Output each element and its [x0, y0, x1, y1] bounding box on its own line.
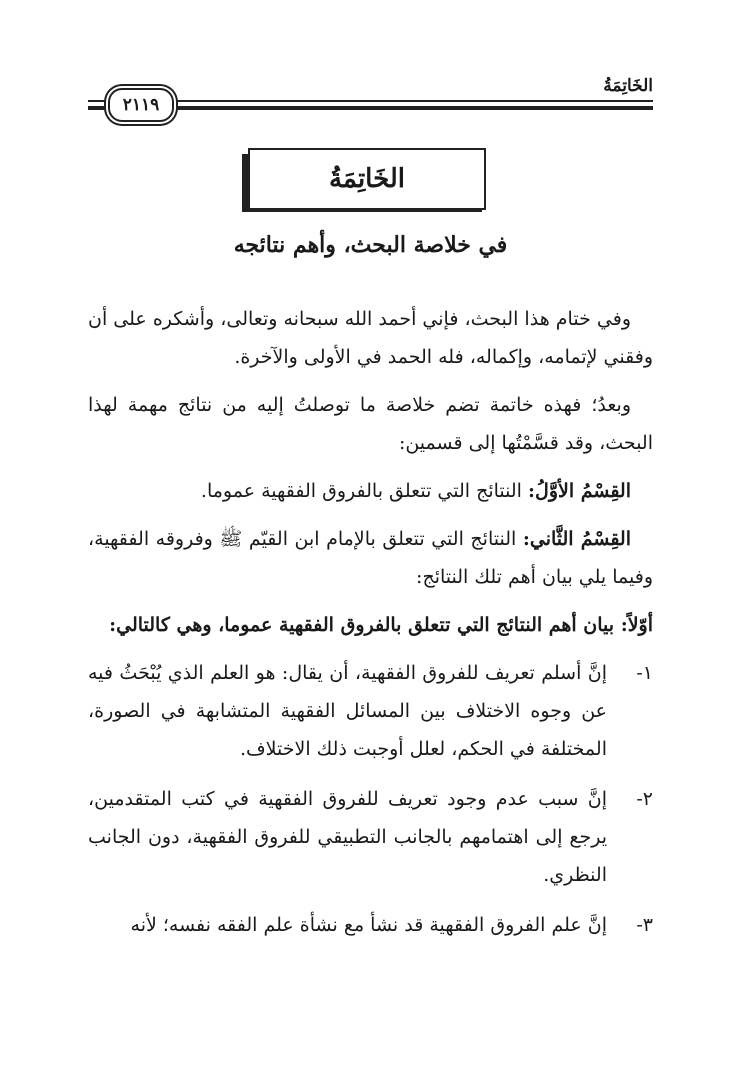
section-two — [88, 520, 653, 596]
section-label: القِسْمُ الأوَّلُ: — [528, 480, 631, 502]
paragraph: وبعدُ؛ فهذه خاتمة تضم خلاصة ما توصلتُ إليه من نتائج مهمة لهذا البحث، وقد قسَّمْتُها إلى قسمين: — [88, 394, 653, 454]
section-text: النتائج التي تتعلق بالإمام ابن القيّم ﷺ وفروقه الفقهية، وفيما يلي بيان أهم تلك النتائج: — [88, 528, 653, 588]
first-heading-label: أوّلاً: — [620, 614, 653, 636]
list-item — [88, 780, 653, 894]
page-number: ٢١١٩ — [108, 88, 174, 122]
list-number: ١- — [636, 662, 653, 684]
paragraph: وفي ختام هذا البحث، فإني أحمد الله سبحانه وتعالى، وأشكره على أن وفقني لإتمامه، وإكماله، فله الحمد في الأولى والآخرة. — [88, 308, 653, 368]
chapter-title-box — [248, 148, 486, 210]
chapter-subtitle: في خلاصة البحث، وأهم نتائجه — [233, 232, 508, 258]
list-item — [88, 906, 653, 944]
list-item — [88, 654, 653, 768]
section-label: القِسْمُ الثَّاني: — [522, 528, 631, 550]
first-heading — [88, 606, 653, 644]
list-text: إنَّ سبب عدم وجود تعريف للفروق الفقهية في كتب المتقدمين، يرجع إلى اهتمامهم بالجانب التطبيقي للفروق الفقهية، دون الجانب النظري. — [88, 788, 607, 886]
list-text: إنَّ علم الفروق الفقهية قد نشأ مع نشأة علم الفقه نفسه؛ لأنه — [130, 914, 607, 936]
list-number: ٢- — [636, 788, 653, 810]
list-number: ٣- — [636, 914, 653, 936]
section-one — [88, 472, 653, 510]
chapter-title: الخَاتِمَةُ — [328, 164, 406, 194]
first-heading-text: بيان أهم النتائج التي تتعلق بالفروق الفقهية عموما، وهي كالتالي: — [109, 614, 621, 636]
list-text: إنَّ أسلم تعريف للفروق الفقهية، أن يقال: هو العلم الذي يُبْحَثُ فيه عن وجوه الاختلاف بين المسائل الفقهية المتشابهة في الصورة، المختلفة في الحكم، لعلل أوجبت ذلك الاختلاف. — [88, 662, 607, 760]
body-text — [88, 300, 653, 956]
section-text: النتائج التي تتعلق بالفروق الفقهية عموما. — [200, 480, 528, 502]
running-title: الخَاتِمَةُ — [603, 76, 653, 96]
